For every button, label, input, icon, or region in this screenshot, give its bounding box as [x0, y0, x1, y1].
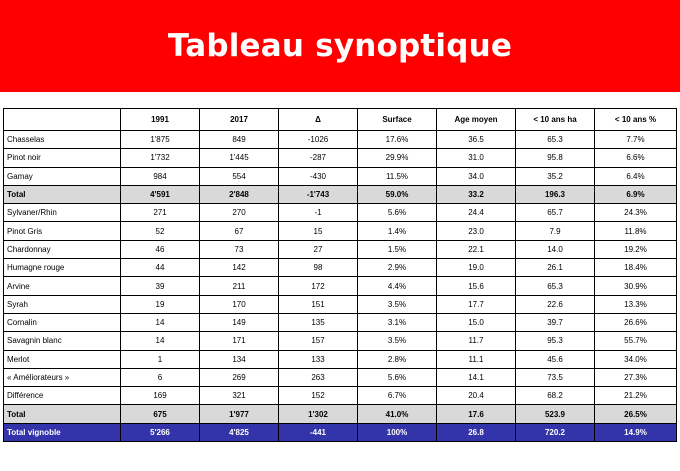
table-cell: 13.3%: [595, 295, 677, 313]
table-cell: 46: [121, 240, 200, 258]
table-cell: 95.8: [516, 149, 595, 167]
table-cell: 3.5%: [358, 332, 437, 350]
table-cell: 27.3%: [595, 368, 677, 386]
table-cell: 1'302: [279, 405, 358, 423]
table-cell: 4.4%: [358, 277, 437, 295]
table-cell: 95.3: [516, 332, 595, 350]
row-label: Merlot: [4, 350, 121, 368]
table-cell: 554: [200, 167, 279, 185]
table-cell: 33.2: [437, 185, 516, 203]
table-cell: 142: [200, 259, 279, 277]
table-cell: 11.7: [437, 332, 516, 350]
table-cell: 24.3%: [595, 204, 677, 222]
table-cell: 133: [279, 350, 358, 368]
table-cell: 29.9%: [358, 149, 437, 167]
table-cell: 523.9: [516, 405, 595, 423]
table-cell: 23.0: [437, 222, 516, 240]
table-cell: 152: [279, 387, 358, 405]
table-cell: 3.5%: [358, 295, 437, 313]
table-cell: 30.9%: [595, 277, 677, 295]
row-label: Humagne rouge: [4, 259, 121, 277]
table-cell: 17.6%: [358, 131, 437, 149]
table-cell: 1'977: [200, 405, 279, 423]
table-row: [4, 204, 677, 222]
table-row: [4, 222, 677, 240]
table-cell: 11.1: [437, 350, 516, 368]
table-cell: 100%: [358, 423, 437, 441]
total-row: [4, 185, 677, 203]
table-cell: 1.5%: [358, 240, 437, 258]
table-cell: 24.4: [437, 204, 516, 222]
header-cell: Surface: [358, 109, 437, 131]
header-cell: Δ: [279, 109, 358, 131]
table-cell: -1026: [279, 131, 358, 149]
table-cell: 6.7%: [358, 387, 437, 405]
table-cell: 5.6%: [358, 204, 437, 222]
table-cell: 984: [121, 167, 200, 185]
table-cell: 44: [121, 259, 200, 277]
table-cell: 65.7: [516, 204, 595, 222]
table-cell: -1'743: [279, 185, 358, 203]
table-cell: 45.6: [516, 350, 595, 368]
table-cell: 15.0: [437, 313, 516, 331]
table-body: [4, 131, 677, 442]
table-cell: 3.1%: [358, 313, 437, 331]
table-cell: 2.9%: [358, 259, 437, 277]
header-cell: 1991: [121, 109, 200, 131]
table-cell: 6.9%: [595, 185, 677, 203]
table-cell: 17.7: [437, 295, 516, 313]
table-row: [4, 259, 677, 277]
table-cell: 31.0: [437, 149, 516, 167]
header-cell: 2017: [200, 109, 279, 131]
table-cell: 35.2: [516, 167, 595, 185]
row-label: Différence: [4, 387, 121, 405]
table-cell: 39.7: [516, 313, 595, 331]
table-cell: 135: [279, 313, 358, 331]
table-cell: 2.8%: [358, 350, 437, 368]
table-row: [4, 368, 677, 386]
table-cell: 151: [279, 295, 358, 313]
grand-total-row: [4, 423, 677, 441]
row-label: Total: [4, 405, 121, 423]
table-cell: 15.6: [437, 277, 516, 295]
table-cell: 14: [121, 313, 200, 331]
table-cell: -287: [279, 149, 358, 167]
title-banner: [0, 0, 680, 92]
table-cell: 55.7%: [595, 332, 677, 350]
synoptic-table: [3, 108, 677, 442]
row-label: Pinot noir: [4, 149, 121, 167]
table-cell: 1'732: [121, 149, 200, 167]
table-cell: 98: [279, 259, 358, 277]
table-cell: 67: [200, 222, 279, 240]
table-cell: 263: [279, 368, 358, 386]
row-label: Sylvaner/Rhin: [4, 204, 121, 222]
table-cell: 34.0: [437, 167, 516, 185]
table-cell: 169: [121, 387, 200, 405]
header-row: [4, 109, 677, 131]
table-cell: 849: [200, 131, 279, 149]
row-label: Syrah: [4, 295, 121, 313]
table-cell: 17.6: [437, 405, 516, 423]
table-cell: 2'848: [200, 185, 279, 203]
table-cell: 34.0%: [595, 350, 677, 368]
row-label: Gamay: [4, 167, 121, 185]
table-cell: 172: [279, 277, 358, 295]
table-cell: 171: [200, 332, 279, 350]
table-cell: 149: [200, 313, 279, 331]
table-cell: 14.1: [437, 368, 516, 386]
table-cell: 7.9: [516, 222, 595, 240]
row-label: Chasselas: [4, 131, 121, 149]
table-cell: 269: [200, 368, 279, 386]
header-cell: < 10 ans %: [595, 109, 677, 131]
table-row: [4, 240, 677, 258]
table-cell: 22.6: [516, 295, 595, 313]
row-label: « Améliorateurs »: [4, 368, 121, 386]
table-cell: 19.0: [437, 259, 516, 277]
table-cell: 1.4%: [358, 222, 437, 240]
table-cell: 68.2: [516, 387, 595, 405]
table-cell: 134: [200, 350, 279, 368]
table-row: [4, 277, 677, 295]
table-cell: 52: [121, 222, 200, 240]
table-cell: 11.5%: [358, 167, 437, 185]
table-cell: 170: [200, 295, 279, 313]
table-row: [4, 313, 677, 331]
header-cell: [4, 109, 121, 131]
header-cell: < 10 ans ha: [516, 109, 595, 131]
table-cell: 211: [200, 277, 279, 295]
table-row: [4, 131, 677, 149]
table-cell: -1: [279, 204, 358, 222]
table-row: [4, 350, 677, 368]
table-cell: 14: [121, 332, 200, 350]
table-cell: 5.6%: [358, 368, 437, 386]
table-cell: 1'875: [121, 131, 200, 149]
table-cell: 6: [121, 368, 200, 386]
table-cell: 11.8%: [595, 222, 677, 240]
table-row: [4, 295, 677, 313]
table-cell: 36.5: [437, 131, 516, 149]
table-cell: 4'591: [121, 185, 200, 203]
table-cell: 65.3: [516, 277, 595, 295]
table-cell: -441: [279, 423, 358, 441]
table-cell: 73.5: [516, 368, 595, 386]
row-label: Total vignoble: [4, 423, 121, 441]
table-cell: -430: [279, 167, 358, 185]
row-label: Cornalin: [4, 313, 121, 331]
table-cell: 73: [200, 240, 279, 258]
table-cell: 39: [121, 277, 200, 295]
table-cell: 196.3: [516, 185, 595, 203]
table-cell: 20.4: [437, 387, 516, 405]
table-cell: 26.5%: [595, 405, 677, 423]
table-cell: 18.4%: [595, 259, 677, 277]
table-cell: 675: [121, 405, 200, 423]
table-cell: 271: [121, 204, 200, 222]
header-cell: Age moyen: [437, 109, 516, 131]
table-cell: 14.0: [516, 240, 595, 258]
table-cell: 321: [200, 387, 279, 405]
table-cell: 14.9%: [595, 423, 677, 441]
row-label: Chardonnay: [4, 240, 121, 258]
table-cell: 41.0%: [358, 405, 437, 423]
row-label: Arvine: [4, 277, 121, 295]
table-cell: 19: [121, 295, 200, 313]
row-label: Savagnin blanc: [4, 332, 121, 350]
table-row: [4, 149, 677, 167]
table-cell: 1: [121, 350, 200, 368]
row-label: Pinot Gris: [4, 222, 121, 240]
table-row: [4, 332, 677, 350]
table-cell: 19.2%: [595, 240, 677, 258]
table-cell: 22.1: [437, 240, 516, 258]
row-label: Total: [4, 185, 121, 203]
table-cell: 7.7%: [595, 131, 677, 149]
table-cell: 5'266: [121, 423, 200, 441]
table-cell: 26.8: [437, 423, 516, 441]
table-cell: 720.2: [516, 423, 595, 441]
table-cell: 4'825: [200, 423, 279, 441]
table-cell: 59.0%: [358, 185, 437, 203]
table-cell: 21.2%: [595, 387, 677, 405]
table-cell: 26.1: [516, 259, 595, 277]
table-cell: 26.6%: [595, 313, 677, 331]
table-row: [4, 167, 677, 185]
total-row: [4, 405, 677, 423]
table-cell: 1'445: [200, 149, 279, 167]
table-cell: 27: [279, 240, 358, 258]
table-cell: 15: [279, 222, 358, 240]
table-cell: 270: [200, 204, 279, 222]
table-cell: 6.6%: [595, 149, 677, 167]
table-cell: 157: [279, 332, 358, 350]
table-cell: 6.4%: [595, 167, 677, 185]
table-cell: 65.3: [516, 131, 595, 149]
page-title: Tableau synoptique: [167, 28, 513, 64]
table-row: [4, 387, 677, 405]
